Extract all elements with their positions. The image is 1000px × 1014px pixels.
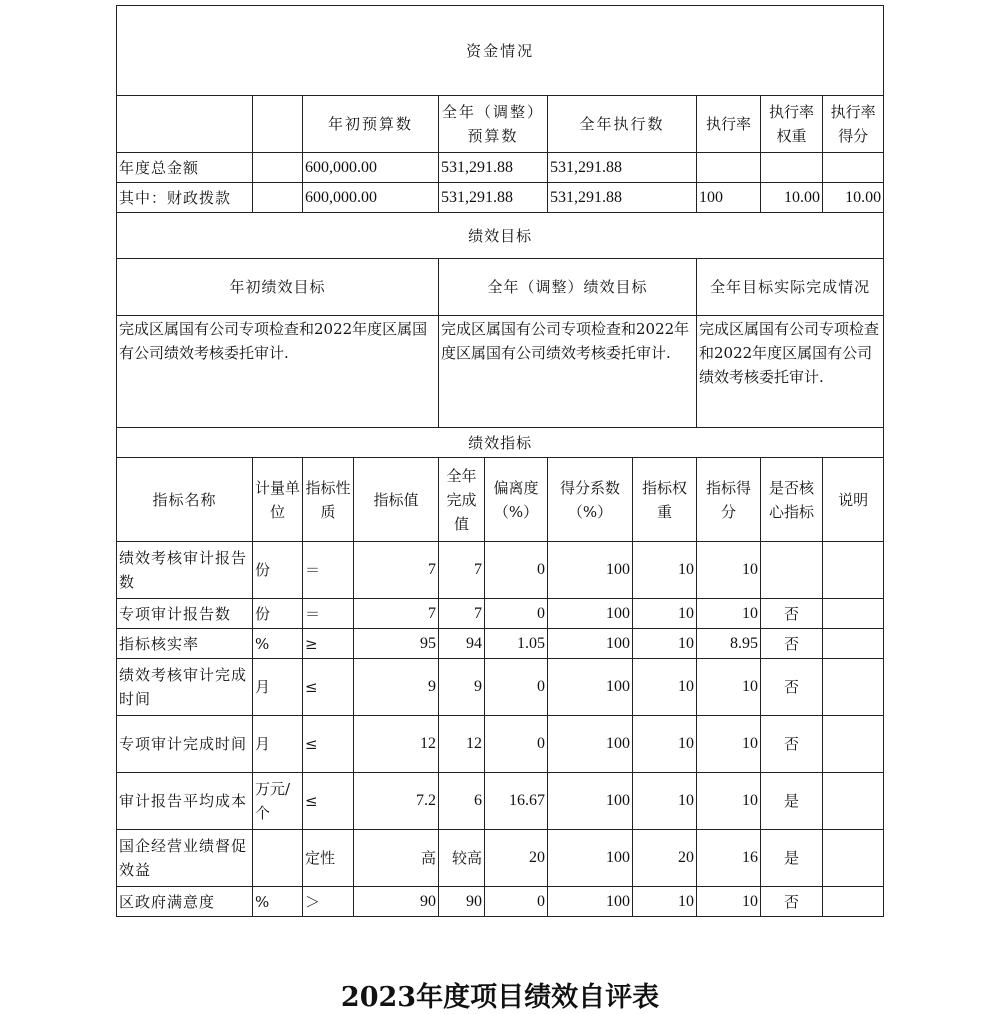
indicator-deviation: 16.67 [485,773,548,830]
funds-row-score: 10.00 [823,183,884,213]
indicator-nature: ≥ [303,629,354,659]
funds-row-adjusted: 531,291.88 [439,153,548,183]
indicator-name: 绩效考核审计报告数 [117,542,253,599]
funds-header-rate: 执行率 [697,96,761,153]
indicator-core [761,542,823,599]
indicator-target: 高 [354,830,439,887]
indicator-target: 7.2 [354,773,439,830]
goals-section-header-row [117,213,884,259]
funds-header-initial: 年初预算数 [303,96,439,153]
goals-column-header-row [117,259,884,316]
indicator-deviation: 0 [485,659,548,716]
indicator-weight: 10 [633,659,697,716]
funds-row-initial: 600,000.00 [303,183,439,213]
funds-row-adjusted: 531,291.88 [439,183,548,213]
indicator-weight: 10 [633,887,697,917]
funds-row-weight: 10.00 [761,183,823,213]
indicator-core: 是 [761,830,823,887]
indicators-section-header-row [117,428,884,458]
funds-row-executed: 531,291.88 [548,153,697,183]
funds-row-blank [253,183,303,213]
funds-section-header-row [117,6,884,96]
indicator-note [823,716,884,773]
goals-header-initial: 年初绩效目标 [117,259,439,316]
funds-row-blank [253,153,303,183]
indicator-name: 专项审计完成时间 [117,716,253,773]
indicators-heading: 绩效指标 [117,428,884,458]
indicator-score: 10 [697,887,761,917]
indicator-core: 是 [761,773,823,830]
funds-row [117,153,884,183]
goals-values-row [117,316,884,428]
funds-row-initial: 600,000.00 [303,153,439,183]
indicator-actual: 9 [439,659,485,716]
indicator-header-score: 指标得分 [697,458,761,542]
indicator-row [117,542,884,599]
indicator-weight: 10 [633,599,697,629]
indicator-header-note: 说明 [823,458,884,542]
goals-adjusted-text: 完成区属国有公司专项检查和2022年度区属国有公司绩效考核委托审计. [439,316,697,428]
indicator-note [823,599,884,629]
indicator-note [823,542,884,599]
indicator-note [823,773,884,830]
indicator-target: 9 [354,659,439,716]
funds-column-header-row [117,96,884,153]
indicator-coef: 100 [548,659,633,716]
funds-header-executed: 全年执行数 [548,96,697,153]
funds-row [117,183,884,213]
funds-header-blank [117,96,253,153]
indicator-unit: 份 [253,542,303,599]
indicator-weight: 10 [633,716,697,773]
indicator-row [117,659,884,716]
indicator-weight: 20 [633,830,697,887]
funds-row-label: 年度总金额 [117,153,253,183]
indicator-unit: 月 [253,659,303,716]
indicator-unit: 份 [253,599,303,629]
performance-evaluation-table [116,5,884,917]
indicator-header-deviation: 偏离度（%） [485,458,548,542]
indicator-unit: % [253,887,303,917]
indicator-header-actual: 全年完成值 [439,458,485,542]
indicator-score: 10 [697,542,761,599]
indicator-unit [253,830,303,887]
indicator-name: 指标核实率 [117,629,253,659]
indicator-core: 否 [761,716,823,773]
indicator-deviation: 1.05 [485,629,548,659]
document-title: 2023年度项目绩效自评表 [340,982,660,1013]
indicator-core: 否 [761,887,823,917]
indicators-column-header-row [117,458,884,542]
indicator-row [117,887,884,917]
indicator-row [117,599,884,629]
indicator-name: 区政府满意度 [117,887,253,917]
indicator-nature: ＝ [303,599,354,629]
indicator-coef: 100 [548,773,633,830]
funds-row-executed: 531,291.88 [548,183,697,213]
indicator-target: 90 [354,887,439,917]
indicator-note [823,830,884,887]
indicator-header-coef: 得分系数（%） [548,458,633,542]
indicator-coef: 100 [548,716,633,773]
funds-header-weight: 执行率权重 [761,96,823,153]
indicator-actual: 90 [439,887,485,917]
indicator-header-nature: 指标性质 [303,458,354,542]
goals-heading: 绩效目标 [117,213,884,259]
indicator-deviation: 0 [485,716,548,773]
indicator-coef: 100 [548,599,633,629]
indicator-coef: 100 [548,830,633,887]
indicator-score: 10 [697,659,761,716]
indicator-actual: 7 [439,542,485,599]
indicator-header-core: 是否核心指标 [761,458,823,542]
indicator-unit: 月 [253,716,303,773]
indicator-core: 否 [761,629,823,659]
indicator-actual: 6 [439,773,485,830]
indicator-header-name: 指标名称 [117,458,253,542]
indicator-name: 国企经营业绩督促效益 [117,830,253,887]
funds-row-rate: 100 [697,183,761,213]
indicator-name: 绩效考核审计完成时间 [117,659,253,716]
indicator-weight: 10 [633,629,697,659]
indicator-target: 7 [354,599,439,629]
funds-header-score: 执行率得分 [823,96,884,153]
funds-row-weight [761,153,823,183]
indicator-actual: 12 [439,716,485,773]
goals-header-actual: 全年目标实际完成情况 [697,259,884,316]
indicator-note [823,629,884,659]
indicator-header-unit: 计量单位 [253,458,303,542]
indicator-unit: % [253,629,303,659]
indicator-name: 审计报告平均成本 [117,773,253,830]
funds-heading: 资金情况 [117,6,884,96]
goals-actual-text: 完成区属国有公司专项检查和2022年度区属国有公司绩效考核委托审计. [697,316,884,428]
indicator-nature: ≤ [303,773,354,830]
indicator-note [823,887,884,917]
indicator-deviation: 0 [485,887,548,917]
goals-header-adjusted: 全年（调整）绩效目标 [439,259,697,316]
indicator-score: 10 [697,773,761,830]
indicator-nature: ＞ [303,887,354,917]
indicator-row [117,773,884,830]
indicator-deviation: 20 [485,830,548,887]
funds-row-label: 其中：财政拨款 [117,183,253,213]
indicator-actual: 较高 [439,830,485,887]
indicator-row [117,629,884,659]
indicator-target: 7 [354,542,439,599]
indicator-score: 8.95 [697,629,761,659]
funds-header-blank-2 [253,96,303,153]
indicator-core: 否 [761,599,823,629]
indicator-coef: 100 [548,887,633,917]
indicator-weight: 10 [633,773,697,830]
indicator-row [117,830,884,887]
indicator-score: 16 [697,830,761,887]
indicator-score: 10 [697,599,761,629]
indicator-weight: 10 [633,542,697,599]
goals-initial-text: 完成区属国有公司专项检查和2022年度区属国有公司绩效考核委托审计. [117,316,439,428]
indicator-core: 否 [761,659,823,716]
indicator-nature: ≤ [303,716,354,773]
indicator-target: 12 [354,716,439,773]
indicator-actual: 94 [439,629,485,659]
indicator-nature: ＝ [303,542,354,599]
indicator-nature: 定性 [303,830,354,887]
funds-header-adjusted: 全年（调整）预算数 [439,96,548,153]
indicator-deviation: 0 [485,542,548,599]
indicator-score: 10 [697,716,761,773]
indicator-deviation: 0 [485,599,548,629]
funds-row-rate [697,153,761,183]
indicator-actual: 7 [439,599,485,629]
indicator-name: 专项审计报告数 [117,599,253,629]
indicator-header-weight: 指标权重 [633,458,697,542]
indicator-row [117,716,884,773]
indicator-unit: 万元/个 [253,773,303,830]
indicator-target: 95 [354,629,439,659]
indicator-coef: 100 [548,542,633,599]
indicator-coef: 100 [548,629,633,659]
indicator-note [823,659,884,716]
indicator-nature: ≤ [303,659,354,716]
funds-row-score [823,153,884,183]
indicator-header-target: 指标值 [354,458,439,542]
